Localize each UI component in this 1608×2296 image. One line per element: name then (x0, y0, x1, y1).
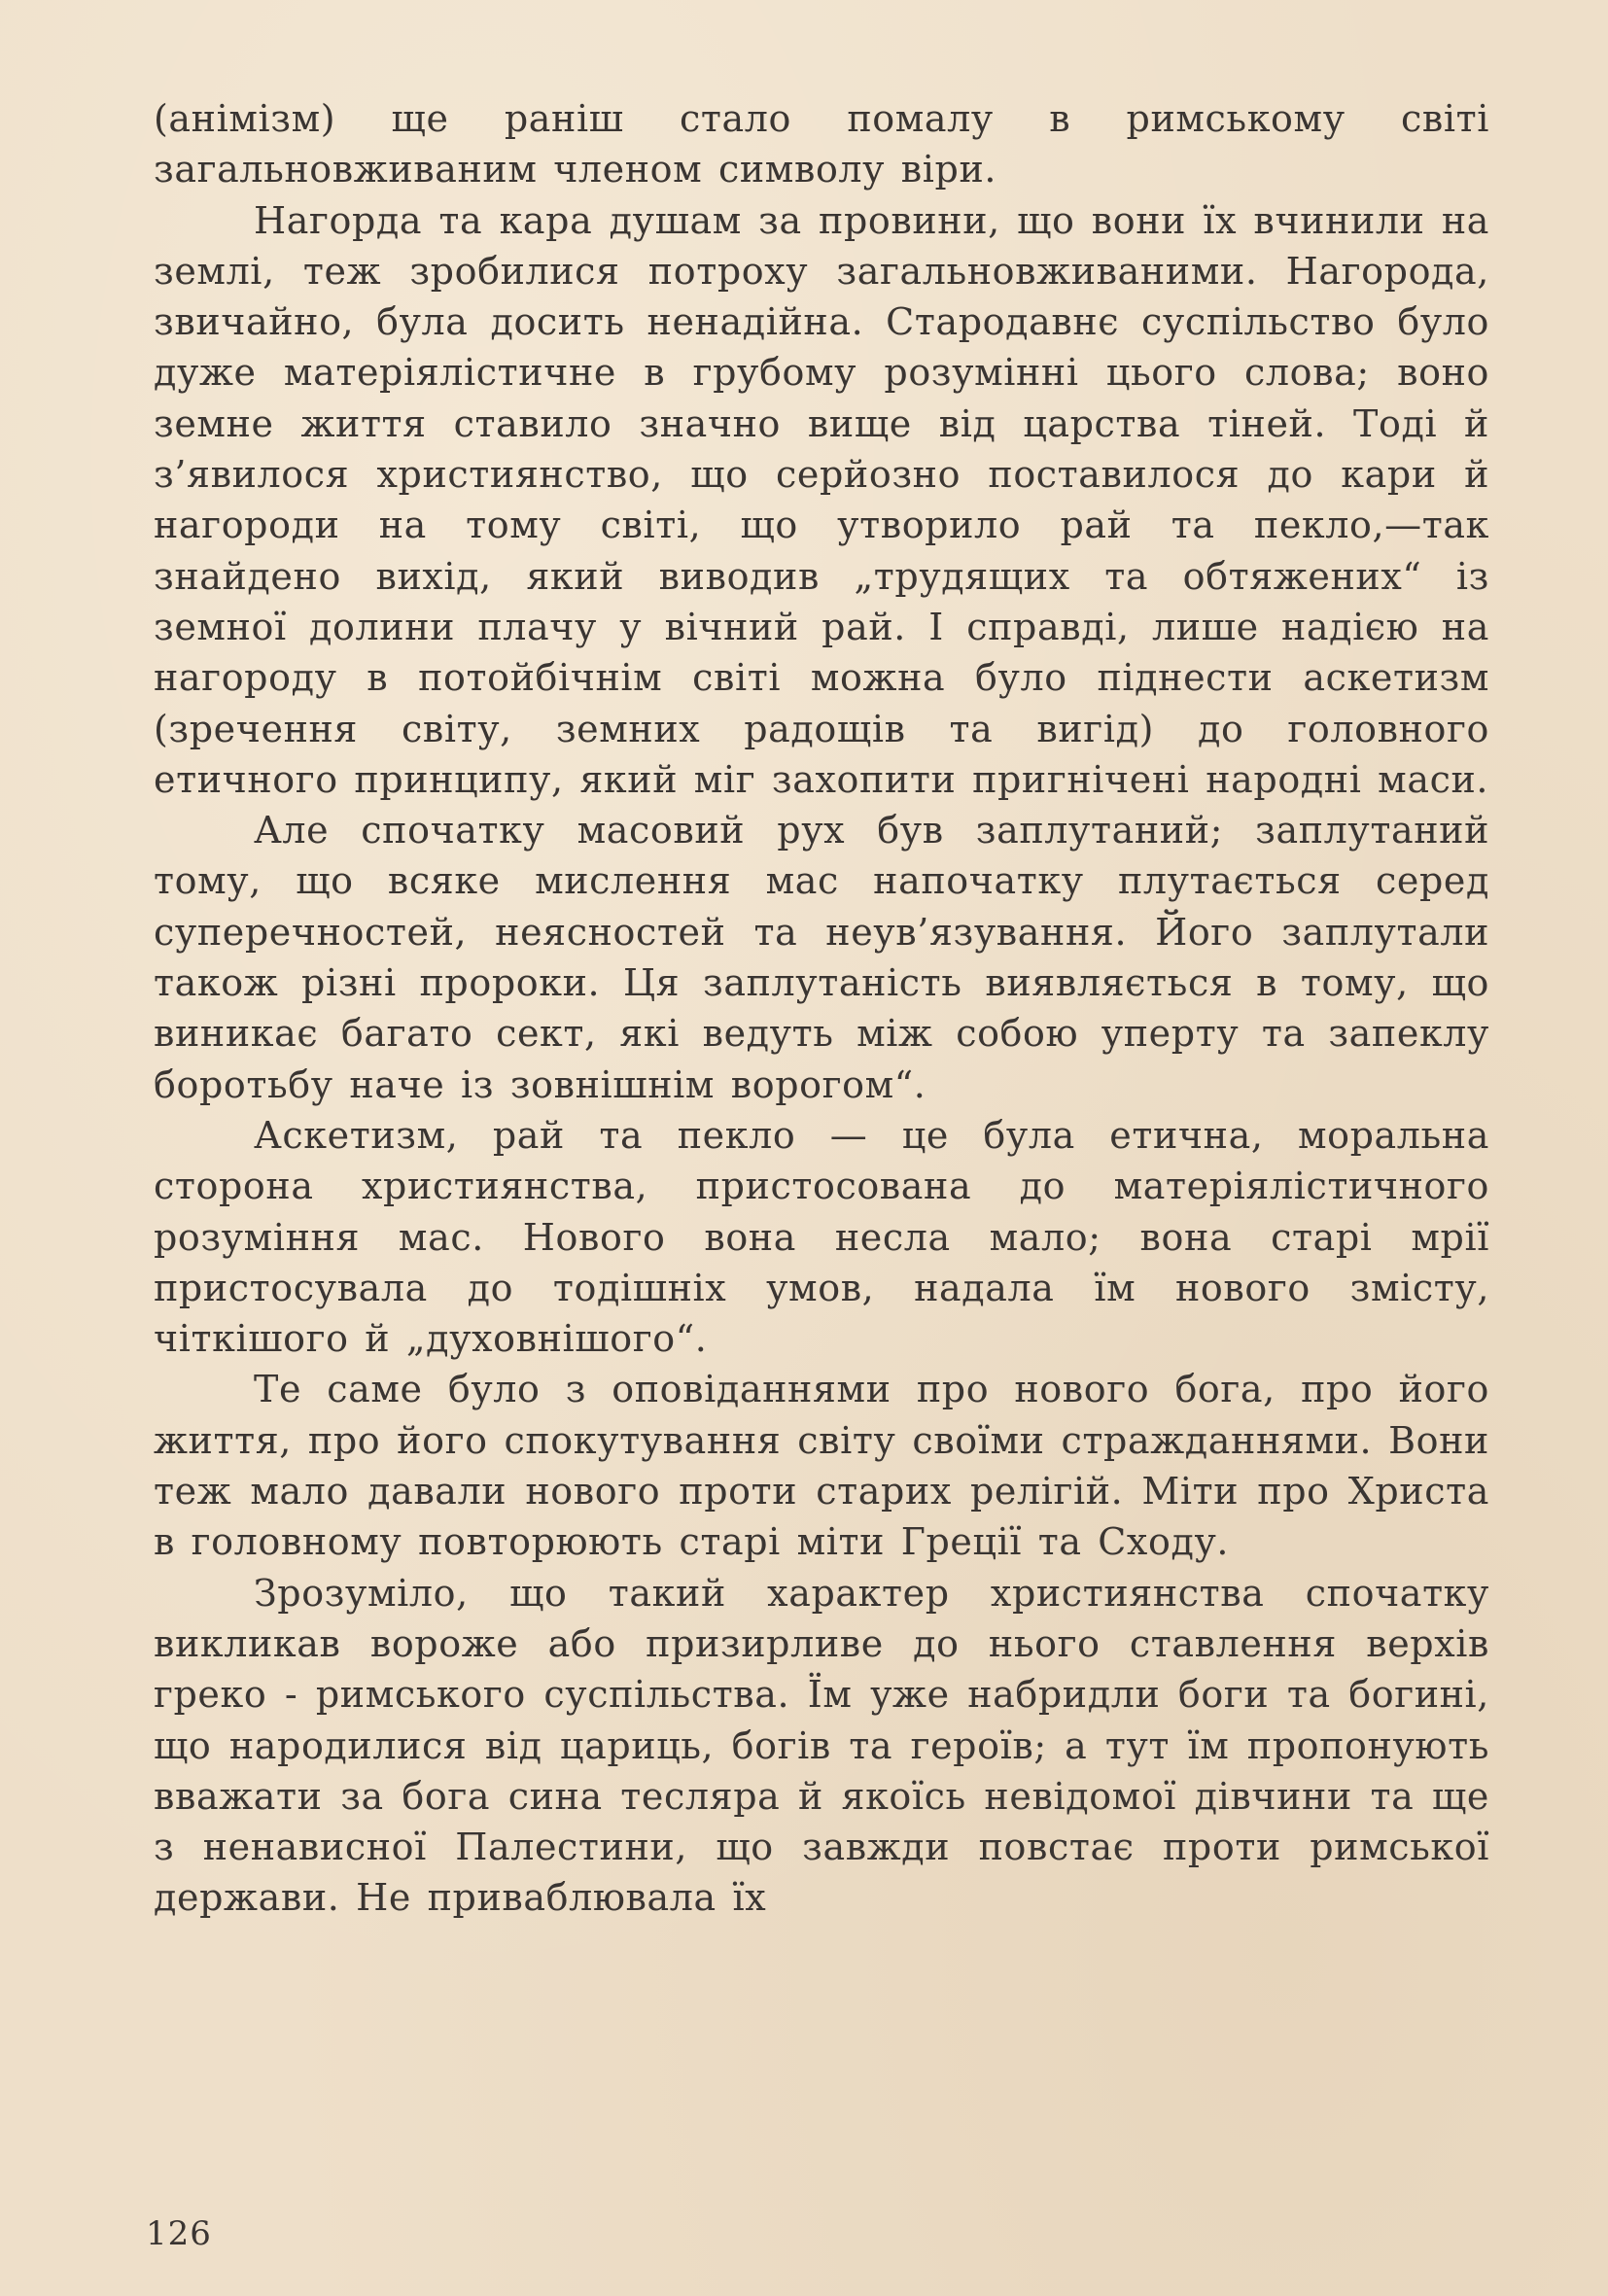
paragraph-3: Але спочатку масовий рух був заплутаний; заплутаний тому, що всяке мислення мас напочатку плутається серед суперечностей, неясностей та неув’язування. Його заплутали також різні пророки. Ця заплутаність виявляється в тому, що виникає багато сект, які ведуть між собою уперту та запеклу боротьбу наче із зовнішнім ворогом“. (154, 809, 1489, 1106)
paragraph-5: Те саме було з оповіданнями про нового бога, про його життя, про його спокутування світу своїми стражданнями. Вони теж мало давали нового проти старих релігій. Міти про Христа в головному повторюють старі міти Греції та Сходу. (154, 1368, 1489, 1564)
paragraph-1: (анімізм) ще раніш стало помалу в римському світі загальновживаним членом символу віри. (154, 97, 1489, 191)
paragraph-4: Аскетизм, рай та пекло — це була етична, моральна сторона християнства, пристосована до матеріялістичного розуміння мас. Нового вона несла мало; вона старі мрії пристосувала до тодішніх умов, надала їм нового змісту, чіткішого й „духовнішого“. (154, 1113, 1489, 1361)
paragraph-6: Зрозуміло, що такий характер християнства спочатку викликав вороже або призирливе до нього ставлення верхів греко - римського суспільства. Їм уже набридли боги та богині, що народилися від цариць, богів та героїв; а тут їм пропонують вважати за бога сина тесляра й якоїсь невідомої дівчини та ще з ненависної Палестини, що завжди повстає проти римської держави. Не приваблювала їх (154, 1571, 1489, 1920)
body-text (154, 93, 1489, 1924)
paragraph-2: Нагорда та кара душам за провини, що вони їх вчинили на землі, теж зробилися потроху загальновживаними. Нагорода, звичайно, була досить ненадійна. Стародавнє суспільство було дуже матеріялістичне в грубому розумінні цього слова; воно земне життя ставило значно вище від царства тіней. Тоді й з’явилося християнство, що серйозно поставилося до кари й нагороди на тому світі, що утворило рай та пекло,—так знайдено вихід, який виводив „трудящих та обтяжених“ із земної долини плачу у вічний рай. І справді, лише надією на нагороду в потойбічнім світі можна було піднести аскетизм (зречення світу, земних радощів та вигід) до головного етичного принципу, який міг захопити пригнічені народні маси. (154, 198, 1489, 801)
page-number: 126 (146, 2214, 212, 2253)
